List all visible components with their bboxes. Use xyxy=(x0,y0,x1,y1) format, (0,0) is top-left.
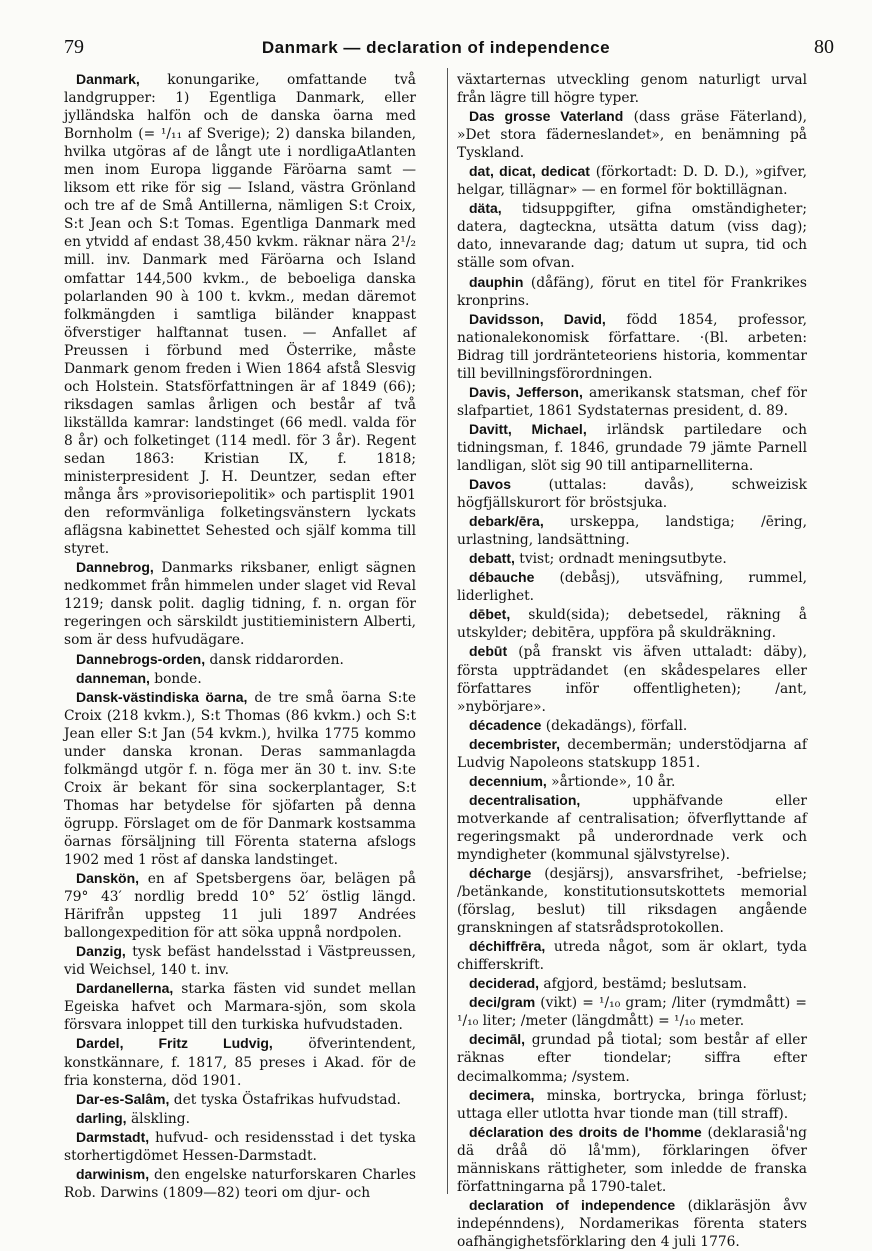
definition: (dåfäng), förut en titel för Frankrikes kronprins. xyxy=(457,274,807,309)
definition: hufvud- och residensstad i det tyska storhertigdömet Hessen-Darmstadt. xyxy=(64,1129,416,1164)
dictionary-entry xyxy=(64,70,416,558)
dictionary-entry xyxy=(457,1086,807,1123)
headword: debark/ēra, xyxy=(469,513,544,530)
headword: Dannebrogs-orden, xyxy=(76,650,206,667)
definition: upphäfvande eller motverkande af centralisation; öfverflyttande af regeringsmakt på underordnade verk och myndigheter (kommunal självstyrelse). xyxy=(457,792,807,863)
dictionary-entry xyxy=(457,512,807,549)
right-column xyxy=(457,70,807,1251)
definition: (dass gräse Fäterland), »Det stora fäderneslandet», en benämning på Tyskland. xyxy=(457,109,807,162)
right-page-number: 80 xyxy=(814,36,834,58)
definition: urskeppa, landstiga; /ēring, urlastning, landsättning. xyxy=(457,514,807,549)
dictionary-entry xyxy=(457,864,807,937)
definition: en af Spetsbergens öar, belägen på 79° 43′ nordlig bredd 10° 52′ östlig längd. Härifrån uppsteg 11 juli 1897 Andrées ballongexpedition för att söka uppnå nordpolen. xyxy=(64,871,416,942)
definition: afgjord, bestämd; beslutsam. xyxy=(539,976,747,993)
headword: Dannebrog, xyxy=(76,559,154,576)
definition: född 1854, professor, nationalekonomisk författare. ·(Bl. arbeten: Bidrag till jordränteteoriens historia, kommentar till bevillningsförordningen. xyxy=(457,311,808,382)
headword: Davis, Jefferson, xyxy=(469,383,583,400)
headword: Danskön, xyxy=(76,870,140,887)
headword: debatt, xyxy=(469,550,515,567)
dictionary-entry xyxy=(457,475,807,512)
definition: (desjärsj), ansvarsfrihet, -befrielse; /betänkande, konstitutionsutskottets memorial (förslag, beslut) till riksdagen angående granskningen af statsrådsprotokollen. xyxy=(457,866,807,937)
headword: déchiffrēra, xyxy=(469,938,546,955)
headword: Darmstadt, xyxy=(76,1128,150,1145)
definition: (vikt) = ¹/₁₀ gram; /liter (rymdmått) = ¹/₁₀ liter; /meter (längdmått) = ¹/₁₀ meter. xyxy=(457,995,807,1030)
dictionary-entry xyxy=(457,568,807,605)
dictionary-entry xyxy=(457,993,807,1030)
dictionary-entry xyxy=(64,869,416,942)
definition: konungarike, omfattande två landgrupper: 1) Egentliga Danmark, eller jylländska halfön och de danska öarna med Bornholm (= ¹/₁₁ af Sverige); 2) danska bilanden, hvilka utgöras af de långt ute i nordligaAtlanten men inom Europa liggande Färöarna samt — liksom ett rike för sig — Island, västra Grönland och tre af de Små Antillerna, nämligen S:t Croix, S:t Jean och S:t Tomas. Egentliga Danmark med en ytvidd af endast 38,450 kvkm. räknar nära 2¹/₂ mill. inv. Danmark med Färöarna och Island omfattar 144,500 kvkm., de beboeliga danska polarlanden 90 à 100 t. kvkm., medan däremot folkmängden i samtliga biländer knappast öfverstiger halftannat tusen. — Anfallet af Preussen i förbund med Österrike, måste Danmark genom freden i Wien 1864 afstå Slesvig och Holstein. Statsförfattningen är af 1849 (66); riksdagen samlas årligen och består af två likställda kamrar: landstinget (66 medl. valda för 8 år) och folketinget (114 medl. för 3 år). Regent sedan 1863: Kristian IX, f. 1818; ministerpresident J. H. Deuntzer, sedan efter många års »provisoriepolitik» och partisplit 1901 den reformvänliga folketingsvänstern lyckats aflägsna kabinettet Sehested och själf komma till styret. xyxy=(64,72,416,558)
dictionary-entry xyxy=(457,735,807,772)
definition: (förkortadt: D. D. D.), »gifver, helgar, tillägnar» — en formel för boktillägnan. xyxy=(457,164,807,199)
dictionary-entry xyxy=(457,420,807,475)
definition: starka fästen vid sundet mellan Egeiska hafvet och Marmara-sjön, som skola försvara inloppet till den turkiska hufvudstaden. xyxy=(64,981,416,1034)
dictionary-entry xyxy=(457,199,807,272)
headword: darling, xyxy=(76,1109,127,1126)
running-title: Danmark — declaration of independence xyxy=(261,38,611,57)
definition: tysk befäst handelsstad i Västpreussen, vid Weichsel, 140 t. inv. xyxy=(64,944,416,979)
headword: decentralisation, xyxy=(469,791,581,808)
dictionary-entry xyxy=(457,772,807,791)
dictionary-entry xyxy=(457,974,807,993)
dictionary-entry xyxy=(457,107,807,162)
dictionary-entry xyxy=(64,558,416,649)
definition: skuld(sida); debetsedel, räkning å utskylder; debitēra, uppföra på skuldräkning. xyxy=(457,607,807,642)
dictionary-entry xyxy=(64,1128,416,1165)
dictionary-entry xyxy=(64,669,416,688)
headword: débauche xyxy=(469,569,535,586)
dictionary-entry xyxy=(457,642,807,715)
definition: bonde. xyxy=(149,670,202,687)
headword: däta, xyxy=(469,200,502,217)
dictionary-entry xyxy=(64,1165,416,1202)
headword: Danzig, xyxy=(76,943,126,960)
headword: Das grosse Vaterland xyxy=(469,108,624,125)
dictionary-entry xyxy=(64,650,416,669)
headword: dēbet, xyxy=(469,606,511,623)
definition: älskling. xyxy=(126,1110,190,1127)
headword: decimera, xyxy=(469,1086,535,1103)
definition: (på franskt vis äfven uttaladt: däby), första uppträdandet (en skådespelares eller författares inför offentligheten); /ant, »nybörjare». xyxy=(457,644,807,715)
definition: decembermän; understödjarna af Ludvig Napoleons statskupp 1851. xyxy=(457,736,807,771)
headword: decennium, xyxy=(469,772,547,789)
headword: darwinism, xyxy=(76,1165,150,1182)
definition: de tre små öarna S:te Croix (218 kvkm.), S:t Thomas (86 kvkm.) och S:t Jean eller S:t Jan (54 kvkm.), hvilka 1775 kommo under danska kronan. Deras sammanlagda folkmängd utgör f. n. föga mer än 30 t. inv. S:te Croix är bekant för sina sockerplantager, S:t Thomas har betydelse för sjöfarten på denna ögrupp. Förslaget om de för Danmark kostsamma öarnas försäljning till Förenta staterna afslogs 1902 med 1 röst af danska landstinget. xyxy=(64,689,416,869)
headword: Danmark, xyxy=(76,71,140,87)
headword: Davitt, Michael, xyxy=(469,420,587,437)
dictionary-entry xyxy=(457,1196,807,1251)
headword: danneman, xyxy=(76,669,150,686)
headword: Dardanellerna, xyxy=(76,980,174,997)
headword: dat, dicat, dedicat xyxy=(469,163,590,180)
dictionary-entry xyxy=(457,1030,807,1085)
left-page-number: 79 xyxy=(64,36,84,58)
definition: utreda något, som är oklart, tyda chifferskrift. xyxy=(457,939,807,974)
definition: det tyska Östafrikas hufvudstad. xyxy=(169,1091,401,1108)
dictionary-entry xyxy=(64,1090,416,1109)
left-column xyxy=(64,70,416,1202)
page-header xyxy=(0,36,872,64)
dictionary-entry xyxy=(64,979,416,1034)
dictionary-entry xyxy=(64,942,416,979)
headword: Davidsson, David, xyxy=(469,310,606,327)
definition: (deklarasiå'ng dä dråå dö lå'mm), förklaringen öfver människans rättigheter, som inledde de franska författningarna på 1790-talet. xyxy=(457,1124,807,1195)
definition: Danmarks riksbaner, enligt sägnen nedkommet från himmelen under slaget vid Reval 1219; dansk polit. daglig tidning, f. n. organ för regeringen och särskildt justitieministern Alberti, som är dess hufvudägare. xyxy=(64,560,416,649)
dictionary-entry xyxy=(457,1123,807,1196)
headword: Dar-es-Salâm, xyxy=(76,1090,170,1107)
definition: öfverintendent, konstkännare, f. 1817, 85 preses i Akad. för de fria konsterna, död 1901. xyxy=(64,1036,416,1089)
dictionary-entry xyxy=(64,688,416,869)
definition: (uttalas: davås), schweizisk högfjällskurort för bröstsjuka. xyxy=(457,477,807,512)
definition: (dekadängs), förfall. xyxy=(541,717,688,734)
dictionary-entry xyxy=(457,310,807,383)
dictionary-entry xyxy=(457,937,807,974)
definition: amerikansk statsman, chef för slafpartiet, 1861 Sydstaternas president, d. 89. xyxy=(457,384,807,419)
headword: deciderad, xyxy=(469,975,540,992)
definition: »årtionde», 10 år. xyxy=(546,773,676,790)
headword: décharge xyxy=(469,865,532,882)
dictionary-entry xyxy=(64,1034,416,1089)
continued-entry xyxy=(457,70,807,107)
dictionary-entry xyxy=(457,605,807,642)
headword: debūt xyxy=(469,643,508,660)
definition: minska, bortrycka, bringa förlust; uttaga eller utlotta hvar tionde man (till straff). xyxy=(457,1087,807,1122)
definition: (diklaräsjön åvv indepénndens), Nordamerikas förenta staters oafhängighetsförklaring den 4 juli 1776. xyxy=(457,1197,807,1250)
dictionary-entry xyxy=(457,162,807,199)
headword: decembrister, xyxy=(469,735,561,752)
dictionary-entry xyxy=(457,273,807,310)
headword: decimāl, xyxy=(469,1031,526,1048)
column-divider xyxy=(447,68,448,1194)
definition: växtarternas utveckling genom naturligt urval från lägre till högre typer. xyxy=(457,72,807,107)
definition: dansk riddarorden. xyxy=(205,651,344,668)
definition: tidsuppgifter, gifna omständigheter; datera, dagteckna, utsätta datum (viss dag); dato, innevarande dag; datum ut supra, tid och ställe som ofvan. xyxy=(457,201,807,272)
headword: deci/gram xyxy=(469,994,536,1011)
definition: grundad på tiotal; som består af eller räknas efter tiondelar; siffra efter decimalkomma; /system. xyxy=(457,1032,807,1085)
headword: décadence xyxy=(469,716,542,733)
dictionary-entry xyxy=(457,549,807,568)
headword: declaration of independence xyxy=(469,1196,676,1213)
headword: Davos xyxy=(469,476,512,493)
headword: Dansk-västindiska öarna, xyxy=(76,688,248,705)
definition: (debåsj), utsväfning, rummel, liderlighet. xyxy=(457,570,807,605)
definition: den engelske naturforskaren Charles Rob. Darwins (1809—82) teori om djur- och xyxy=(64,1166,416,1201)
headword: dauphin xyxy=(469,273,524,290)
dictionary-entry xyxy=(457,716,807,735)
dictionary-entry xyxy=(64,1109,416,1128)
dictionary-entry xyxy=(457,383,807,420)
definition: tvist; ordnadt meningsutbyte. xyxy=(514,551,727,568)
headword: Dardel, Fritz Ludvig, xyxy=(76,1035,273,1052)
definition: irländsk partiledare och tidningsman, f. 1846, grundade 79 jämte Parnell landligan, slöt sig 90 till antiparnelliterna. xyxy=(457,421,807,474)
dictionary-entry xyxy=(457,791,807,864)
headword: déclaration des droits de l'homme xyxy=(469,1123,702,1140)
